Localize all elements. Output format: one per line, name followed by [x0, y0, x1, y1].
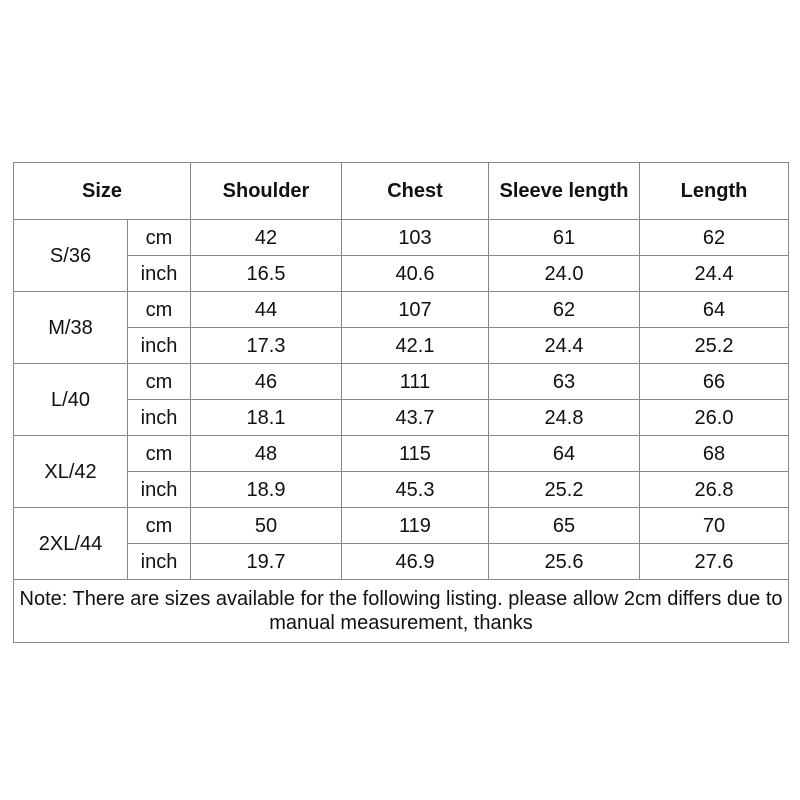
header-row — [14, 163, 789, 220]
chest-value: 42.1 — [342, 328, 489, 364]
shoulder-value: 48 — [191, 436, 342, 472]
table-row — [14, 400, 789, 436]
header-length: Length — [640, 163, 789, 220]
size-label: XL/42 — [14, 436, 128, 508]
sleeve-value: 64 — [489, 436, 640, 472]
unit-label: cm — [128, 508, 191, 544]
header-size: Size — [14, 163, 191, 220]
sleeve-value: 24.8 — [489, 400, 640, 436]
size-label: S/36 — [14, 220, 128, 292]
unit-label: inch — [128, 544, 191, 580]
unit-label: inch — [128, 400, 191, 436]
table-row — [14, 508, 789, 544]
table-row — [14, 220, 789, 256]
chest-value: 119 — [342, 508, 489, 544]
length-value: 25.2 — [640, 328, 789, 364]
unit-label: cm — [128, 220, 191, 256]
shoulder-value: 44 — [191, 292, 342, 328]
table-row — [14, 544, 789, 580]
table-row — [14, 436, 789, 472]
size-label: L/40 — [14, 364, 128, 436]
length-value: 68 — [640, 436, 789, 472]
chest-value: 45.3 — [342, 472, 489, 508]
length-value: 70 — [640, 508, 789, 544]
header-sleeve-length: Sleeve length — [489, 163, 640, 220]
unit-label: inch — [128, 256, 191, 292]
table-row — [14, 472, 789, 508]
sleeve-value: 24.4 — [489, 328, 640, 364]
shoulder-value: 18.9 — [191, 472, 342, 508]
length-value: 64 — [640, 292, 789, 328]
chest-value: 107 — [342, 292, 489, 328]
sleeve-value: 25.2 — [489, 472, 640, 508]
note-row — [14, 580, 789, 643]
unit-label: cm — [128, 292, 191, 328]
sleeve-value: 25.6 — [489, 544, 640, 580]
size-label: 2XL/44 — [14, 508, 128, 580]
chest-value: 111 — [342, 364, 489, 400]
table-row — [14, 328, 789, 364]
table-row — [14, 256, 789, 292]
unit-label: inch — [128, 472, 191, 508]
chest-value: 40.6 — [342, 256, 489, 292]
chest-value: 103 — [342, 220, 489, 256]
sleeve-value: 63 — [489, 364, 640, 400]
header-shoulder: Shoulder — [191, 163, 342, 220]
shoulder-value: 46 — [191, 364, 342, 400]
length-value: 27.6 — [640, 544, 789, 580]
chest-value: 43.7 — [342, 400, 489, 436]
shoulder-value: 42 — [191, 220, 342, 256]
length-value: 26.0 — [640, 400, 789, 436]
length-value: 26.8 — [640, 472, 789, 508]
sleeve-value: 61 — [489, 220, 640, 256]
sleeve-value: 62 — [489, 292, 640, 328]
shoulder-value: 50 — [191, 508, 342, 544]
header-chest: Chest — [342, 163, 489, 220]
unit-label: cm — [128, 364, 191, 400]
unit-label: cm — [128, 436, 191, 472]
sleeve-value: 65 — [489, 508, 640, 544]
chest-value: 46.9 — [342, 544, 489, 580]
shoulder-value: 16.5 — [191, 256, 342, 292]
shoulder-value: 18.1 — [191, 400, 342, 436]
length-value: 66 — [640, 364, 789, 400]
shoulder-value: 19.7 — [191, 544, 342, 580]
table-row — [14, 364, 789, 400]
length-value: 24.4 — [640, 256, 789, 292]
table-row — [14, 292, 789, 328]
unit-label: inch — [128, 328, 191, 364]
note-text: Note: There are sizes available for the following listing. please allow 2cm differs due to manual measurement, thanks — [14, 580, 789, 643]
length-value: 62 — [640, 220, 789, 256]
chest-value: 115 — [342, 436, 489, 472]
sleeve-value: 24.0 — [489, 256, 640, 292]
size-label: M/38 — [14, 292, 128, 364]
size-chart-table — [13, 162, 789, 643]
shoulder-value: 17.3 — [191, 328, 342, 364]
